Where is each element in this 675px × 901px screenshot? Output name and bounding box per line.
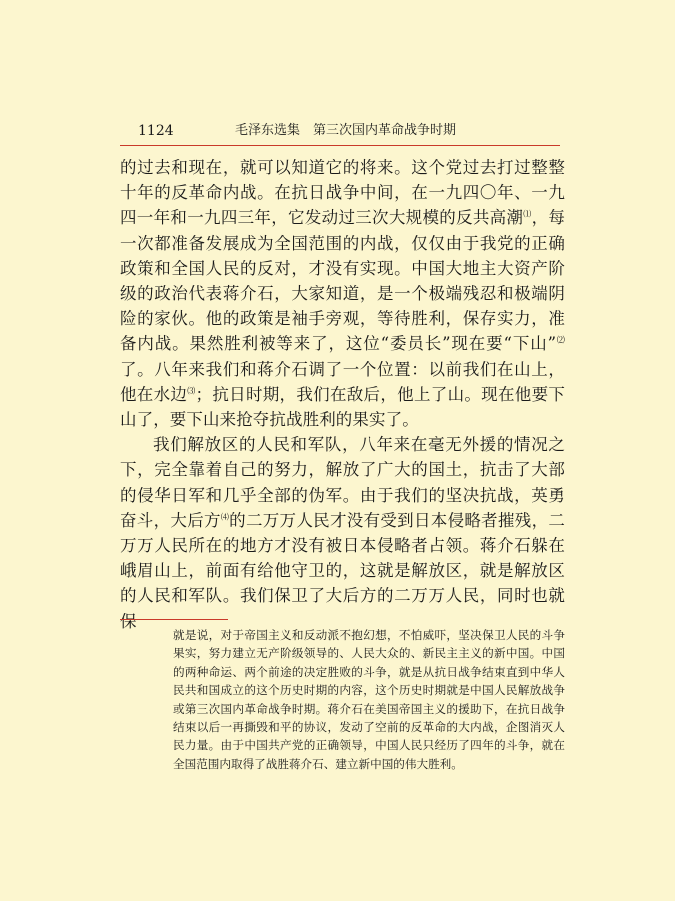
paragraph-1 — [120, 155, 565, 432]
footnote-text: 就是说，对于帝国主义和反动派不抱幻想，不怕威吓，坚决保卫人民的斗争果实，努力建立无产阶级领导的、人民大众的、新民主主义的新中国。中国的两种命运、两个前途的决定胜败的斗争，就是从抗日战争结束直到中华人民共和国成立的这个历史时期的内容，这个历史时期就是中国人民解放战争或第三次国内革命战争时期。蒋介石在美国帝国主义的援助下，在抗日战争结束以后一再撕毁和平的协议，发动了空前的反革命的大内战，企图消灭人民力量。由于中国共产党的正确领导，中国人民只经历了四年的斗争，就在全国范围内取得了战胜蒋介石、建立新中国的伟大胜利。 — [173, 628, 565, 771]
footnote — [173, 626, 565, 773]
paragraph-1-text-2: ，每一次都准备发展成为全国范围的内战，仅仅由于我党的正确政策和全国人民的反对，才没有实现。中国大地主大资产阶级的政治代表蒋介石，大家知道，是一个极端残忍和极端阴险的家伙。他的政策是袖手旁观，等待胜利，保存实力，准备内战。果然胜利被等来了，这位“委员长”现在要“下山” — [120, 208, 565, 354]
main-text — [120, 155, 565, 634]
running-head: 毛泽东选集 第三次国内革命战争时期 — [235, 123, 457, 138]
paragraph-2-text-2: 的二万万人民才没有受到日本侵略者摧残，二万万人民所在的地方才没有被日本侵略者占领。蒋介石躲在峨眉山上，前面有给他守卫的，这就是解放区，就是解放区的人民和军队。我们保卫了大后方的二万万人民，同时也就保 — [120, 510, 565, 631]
footnote-ref-4: ⑷ — [220, 512, 230, 522]
paragraph-2-text-1: 我们解放区的人民和军队，八年来在毫无外援的情况之下，完全靠着自己的努力，解放了广大的国土，抗击了大部的侵华日军和几乎全部的伪军。由于我们的坚决抗战，英勇奋斗，大后方 — [120, 435, 565, 530]
footnote-ref-1: ⑴ — [523, 209, 532, 219]
paragraph-1-text-4: ；抗日时期，我们在敌后，他上了山。现在他要下山了，要下山来抢夺抗战胜利的果实了。 — [120, 384, 565, 430]
paragraph-1-text-3: 了。八年来我们和蒋介石调了一个位置：以前我们在山上，他在水边 — [120, 359, 565, 404]
paragraph-2 — [120, 432, 565, 634]
footnote-ref-3: ⑶ — [187, 386, 196, 396]
header-rule — [120, 145, 560, 146]
page-number: 1124 — [138, 123, 174, 139]
paragraph-1-text-1: 的过去和现在，就可以知道它的将来。这个党过去打过整整十年的反革命内战。在抗日战争中间，在一九四〇年、一九四一年和一九四三年，它发动过三次大规模的反共高潮 — [120, 158, 565, 228]
page-header — [120, 121, 560, 141]
footnote-rule — [120, 619, 228, 620]
footnote-ref-2: ⑵ — [556, 335, 565, 345]
